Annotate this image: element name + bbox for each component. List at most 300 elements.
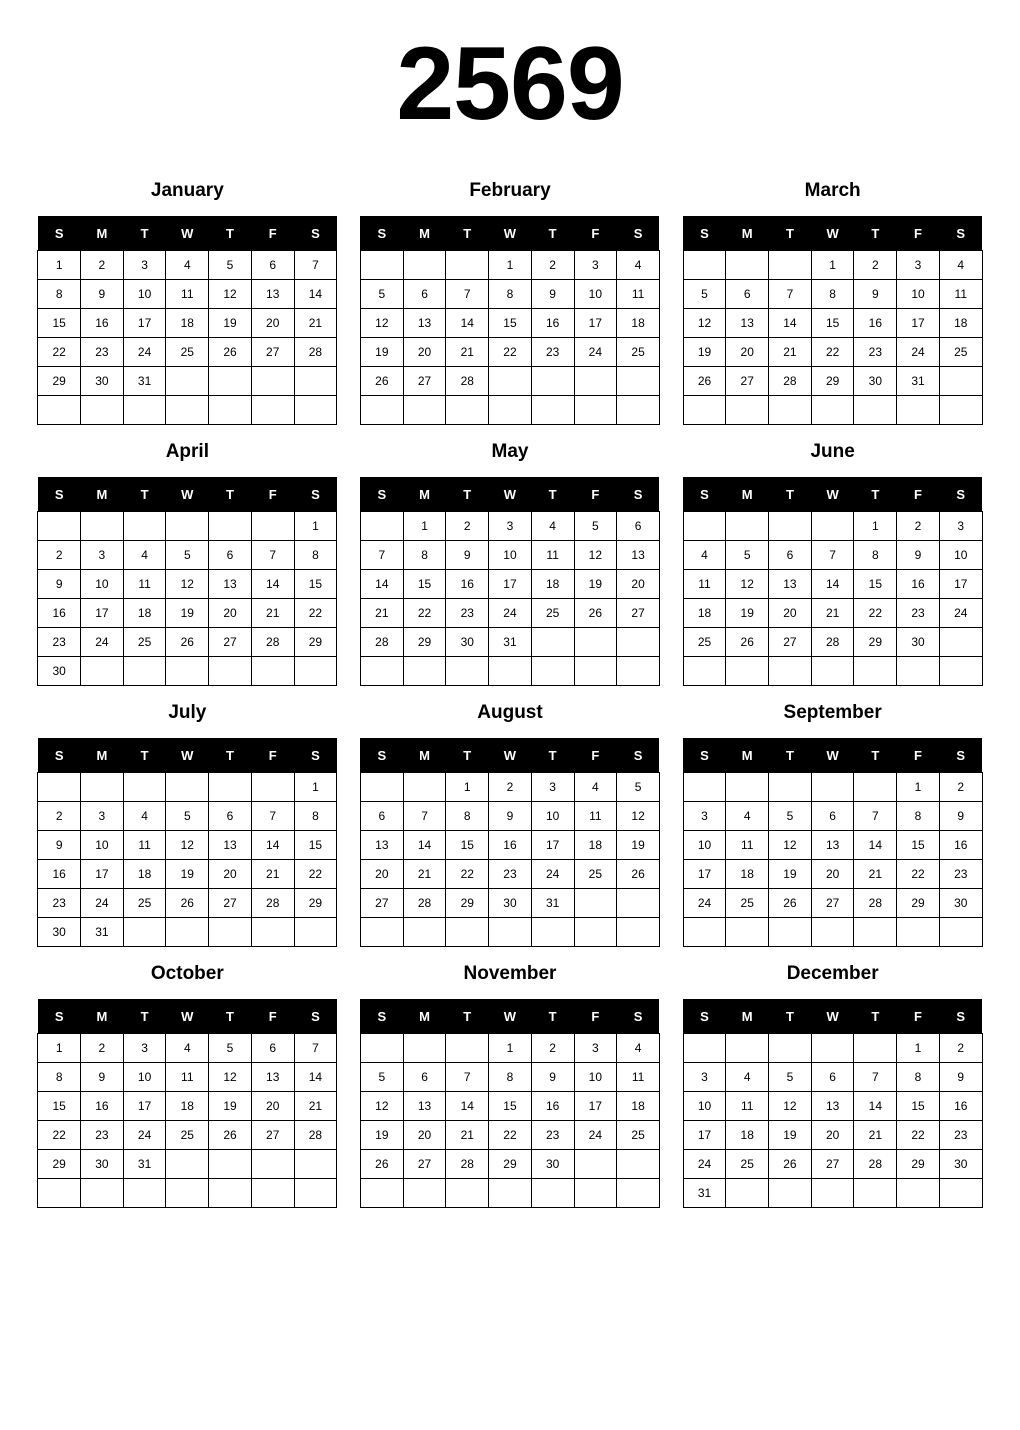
day-cell[interactable]: 23 <box>81 338 124 367</box>
day-cell[interactable]: 7 <box>811 541 854 570</box>
day-cell[interactable]: 19 <box>726 599 769 628</box>
day-cell[interactable]: 11 <box>726 831 769 860</box>
day-cell[interactable]: 1 <box>897 773 940 802</box>
day-cell[interactable]: 12 <box>617 802 660 831</box>
day-cell[interactable]: 29 <box>403 628 446 657</box>
day-cell[interactable]: 7 <box>446 280 489 309</box>
day-cell[interactable]: 31 <box>531 889 574 918</box>
day-cell[interactable]: 31 <box>123 367 166 396</box>
day-cell[interactable]: 20 <box>811 860 854 889</box>
day-cell[interactable]: 17 <box>897 309 940 338</box>
day-cell[interactable]: 8 <box>403 541 446 570</box>
day-cell[interactable]: 26 <box>209 338 252 367</box>
day-cell[interactable]: 26 <box>209 1121 252 1150</box>
day-cell[interactable]: 2 <box>897 512 940 541</box>
day-cell[interactable]: 21 <box>403 860 446 889</box>
day-cell[interactable]: 26 <box>683 367 726 396</box>
day-cell[interactable]: 8 <box>897 802 940 831</box>
day-cell[interactable]: 12 <box>726 570 769 599</box>
day-cell[interactable]: 1 <box>38 1034 81 1063</box>
day-cell[interactable]: 20 <box>251 309 294 338</box>
day-cell[interactable]: 20 <box>769 599 812 628</box>
day-cell[interactable]: 26 <box>769 1150 812 1179</box>
day-cell[interactable]: 4 <box>726 1063 769 1092</box>
day-cell[interactable]: 26 <box>360 1150 403 1179</box>
day-cell[interactable]: 6 <box>617 512 660 541</box>
day-cell[interactable]: 16 <box>939 1092 982 1121</box>
day-cell[interactable]: 6 <box>726 280 769 309</box>
day-cell[interactable]: 15 <box>897 831 940 860</box>
day-cell[interactable]: 16 <box>854 309 897 338</box>
day-cell[interactable]: 3 <box>489 512 532 541</box>
day-cell[interactable]: 30 <box>489 889 532 918</box>
day-cell[interactable]: 25 <box>683 628 726 657</box>
day-cell[interactable]: 22 <box>854 599 897 628</box>
day-cell[interactable]: 15 <box>489 1092 532 1121</box>
day-cell[interactable]: 15 <box>811 309 854 338</box>
day-cell[interactable]: 27 <box>726 367 769 396</box>
day-cell[interactable]: 29 <box>294 889 337 918</box>
day-cell[interactable]: 29 <box>811 367 854 396</box>
day-cell[interactable]: 2 <box>854 251 897 280</box>
day-cell[interactable]: 25 <box>617 338 660 367</box>
day-cell[interactable]: 17 <box>81 860 124 889</box>
day-cell[interactable]: 18 <box>123 599 166 628</box>
day-cell[interactable]: 28 <box>294 338 337 367</box>
day-cell[interactable]: 4 <box>123 802 166 831</box>
day-cell[interactable]: 30 <box>81 1150 124 1179</box>
day-cell[interactable]: 18 <box>726 1121 769 1150</box>
day-cell[interactable]: 30 <box>939 1150 982 1179</box>
day-cell[interactable]: 29 <box>38 367 81 396</box>
day-cell[interactable]: 18 <box>166 1092 209 1121</box>
day-cell[interactable]: 7 <box>769 280 812 309</box>
day-cell[interactable]: 3 <box>81 802 124 831</box>
day-cell[interactable]: 1 <box>38 251 81 280</box>
day-cell[interactable]: 30 <box>854 367 897 396</box>
day-cell[interactable]: 10 <box>683 831 726 860</box>
day-cell[interactable]: 3 <box>123 251 166 280</box>
day-cell[interactable]: 12 <box>360 1092 403 1121</box>
day-cell[interactable]: 21 <box>251 599 294 628</box>
day-cell[interactable]: 21 <box>811 599 854 628</box>
day-cell[interactable]: 25 <box>939 338 982 367</box>
day-cell[interactable]: 25 <box>531 599 574 628</box>
day-cell[interactable]: 5 <box>769 802 812 831</box>
day-cell[interactable]: 25 <box>123 889 166 918</box>
day-cell[interactable]: 9 <box>81 280 124 309</box>
day-cell[interactable]: 16 <box>531 1092 574 1121</box>
day-cell[interactable]: 30 <box>531 1150 574 1179</box>
day-cell[interactable]: 9 <box>38 570 81 599</box>
day-cell[interactable]: 11 <box>123 831 166 860</box>
day-cell[interactable]: 19 <box>769 860 812 889</box>
day-cell[interactable]: 16 <box>446 570 489 599</box>
day-cell[interactable]: 30 <box>81 367 124 396</box>
day-cell[interactable]: 13 <box>769 570 812 599</box>
day-cell[interactable]: 14 <box>294 1063 337 1092</box>
day-cell[interactable]: 23 <box>489 860 532 889</box>
day-cell[interactable]: 5 <box>209 251 252 280</box>
day-cell[interactable]: 25 <box>574 860 617 889</box>
day-cell[interactable]: 5 <box>209 1034 252 1063</box>
day-cell[interactable]: 1 <box>897 1034 940 1063</box>
day-cell[interactable]: 5 <box>769 1063 812 1092</box>
day-cell[interactable]: 10 <box>81 831 124 860</box>
day-cell[interactable]: 14 <box>446 309 489 338</box>
day-cell[interactable]: 8 <box>854 541 897 570</box>
day-cell[interactable]: 28 <box>811 628 854 657</box>
day-cell[interactable]: 13 <box>209 831 252 860</box>
day-cell[interactable]: 17 <box>123 1092 166 1121</box>
day-cell[interactable]: 17 <box>123 309 166 338</box>
day-cell[interactable]: 5 <box>166 541 209 570</box>
day-cell[interactable]: 22 <box>403 599 446 628</box>
day-cell[interactable]: 18 <box>617 309 660 338</box>
day-cell[interactable]: 8 <box>489 280 532 309</box>
day-cell[interactable]: 24 <box>489 599 532 628</box>
day-cell[interactable]: 4 <box>617 1034 660 1063</box>
day-cell[interactable]: 25 <box>726 1150 769 1179</box>
day-cell[interactable]: 19 <box>574 570 617 599</box>
day-cell[interactable]: 18 <box>123 860 166 889</box>
day-cell[interactable]: 14 <box>854 831 897 860</box>
day-cell[interactable]: 31 <box>897 367 940 396</box>
day-cell[interactable]: 9 <box>38 831 81 860</box>
day-cell[interactable]: 3 <box>897 251 940 280</box>
day-cell[interactable]: 16 <box>38 860 81 889</box>
day-cell[interactable]: 12 <box>769 1092 812 1121</box>
day-cell[interactable]: 24 <box>81 889 124 918</box>
day-cell[interactable]: 29 <box>854 628 897 657</box>
day-cell[interactable]: 20 <box>251 1092 294 1121</box>
day-cell[interactable]: 19 <box>209 1092 252 1121</box>
day-cell[interactable]: 12 <box>769 831 812 860</box>
day-cell[interactable]: 20 <box>209 860 252 889</box>
day-cell[interactable]: 6 <box>251 251 294 280</box>
day-cell[interactable]: 3 <box>81 541 124 570</box>
day-cell[interactable]: 11 <box>939 280 982 309</box>
day-cell[interactable]: 24 <box>574 338 617 367</box>
day-cell[interactable]: 14 <box>446 1092 489 1121</box>
day-cell[interactable]: 13 <box>726 309 769 338</box>
day-cell[interactable]: 27 <box>360 889 403 918</box>
day-cell[interactable]: 10 <box>683 1092 726 1121</box>
day-cell[interactable]: 4 <box>726 802 769 831</box>
day-cell[interactable]: 30 <box>939 889 982 918</box>
day-cell[interactable]: 27 <box>403 1150 446 1179</box>
day-cell[interactable]: 20 <box>360 860 403 889</box>
day-cell[interactable]: 2 <box>939 773 982 802</box>
day-cell[interactable]: 4 <box>166 1034 209 1063</box>
day-cell[interactable]: 6 <box>403 1063 446 1092</box>
day-cell[interactable]: 4 <box>123 541 166 570</box>
day-cell[interactable]: 11 <box>617 1063 660 1092</box>
day-cell[interactable]: 3 <box>683 802 726 831</box>
day-cell[interactable]: 18 <box>726 860 769 889</box>
day-cell[interactable]: 15 <box>489 309 532 338</box>
day-cell[interactable]: 22 <box>38 1121 81 1150</box>
day-cell[interactable]: 9 <box>446 541 489 570</box>
day-cell[interactable]: 2 <box>531 1034 574 1063</box>
day-cell[interactable]: 26 <box>769 889 812 918</box>
day-cell[interactable]: 25 <box>166 338 209 367</box>
day-cell[interactable]: 13 <box>360 831 403 860</box>
day-cell[interactable]: 12 <box>166 831 209 860</box>
day-cell[interactable]: 14 <box>251 831 294 860</box>
day-cell[interactable]: 1 <box>854 512 897 541</box>
day-cell[interactable]: 19 <box>617 831 660 860</box>
day-cell[interactable]: 20 <box>209 599 252 628</box>
day-cell[interactable]: 8 <box>294 541 337 570</box>
day-cell[interactable]: 28 <box>446 367 489 396</box>
day-cell[interactable]: 1 <box>489 251 532 280</box>
day-cell[interactable]: 5 <box>683 280 726 309</box>
day-cell[interactable]: 12 <box>360 309 403 338</box>
day-cell[interactable]: 7 <box>446 1063 489 1092</box>
day-cell[interactable]: 22 <box>811 338 854 367</box>
day-cell[interactable]: 5 <box>574 512 617 541</box>
day-cell[interactable]: 23 <box>531 1121 574 1150</box>
day-cell[interactable]: 29 <box>294 628 337 657</box>
day-cell[interactable]: 16 <box>81 1092 124 1121</box>
day-cell[interactable]: 29 <box>897 889 940 918</box>
day-cell[interactable]: 18 <box>574 831 617 860</box>
day-cell[interactable]: 19 <box>683 338 726 367</box>
day-cell[interactable]: 3 <box>531 773 574 802</box>
day-cell[interactable]: 15 <box>38 1092 81 1121</box>
day-cell[interactable]: 23 <box>446 599 489 628</box>
day-cell[interactable]: 6 <box>209 802 252 831</box>
day-cell[interactable]: 23 <box>939 1121 982 1150</box>
day-cell[interactable]: 26 <box>360 367 403 396</box>
day-cell[interactable]: 13 <box>403 1092 446 1121</box>
day-cell[interactable]: 17 <box>939 570 982 599</box>
day-cell[interactable]: 14 <box>403 831 446 860</box>
day-cell[interactable]: 22 <box>897 860 940 889</box>
day-cell[interactable]: 17 <box>683 860 726 889</box>
day-cell[interactable]: 4 <box>166 251 209 280</box>
day-cell[interactable]: 10 <box>123 280 166 309</box>
day-cell[interactable]: 5 <box>360 280 403 309</box>
day-cell[interactable]: 23 <box>38 889 81 918</box>
day-cell[interactable]: 9 <box>489 802 532 831</box>
day-cell[interactable]: 21 <box>294 1092 337 1121</box>
day-cell[interactable]: 12 <box>683 309 726 338</box>
day-cell[interactable]: 2 <box>446 512 489 541</box>
day-cell[interactable]: 23 <box>854 338 897 367</box>
day-cell[interactable]: 21 <box>294 309 337 338</box>
day-cell[interactable]: 23 <box>897 599 940 628</box>
day-cell[interactable]: 22 <box>897 1121 940 1150</box>
day-cell[interactable]: 1 <box>811 251 854 280</box>
day-cell[interactable]: 27 <box>251 1121 294 1150</box>
day-cell[interactable]: 28 <box>854 1150 897 1179</box>
day-cell[interactable]: 23 <box>81 1121 124 1150</box>
day-cell[interactable]: 16 <box>531 309 574 338</box>
day-cell[interactable]: 3 <box>683 1063 726 1092</box>
day-cell[interactable]: 21 <box>446 1121 489 1150</box>
day-cell[interactable]: 15 <box>854 570 897 599</box>
day-cell[interactable]: 23 <box>38 628 81 657</box>
day-cell[interactable]: 6 <box>209 541 252 570</box>
day-cell[interactable]: 2 <box>81 1034 124 1063</box>
day-cell[interactable]: 26 <box>726 628 769 657</box>
day-cell[interactable]: 22 <box>294 860 337 889</box>
day-cell[interactable]: 20 <box>617 570 660 599</box>
day-cell[interactable]: 14 <box>854 1092 897 1121</box>
day-cell[interactable]: 7 <box>360 541 403 570</box>
day-cell[interactable]: 30 <box>446 628 489 657</box>
day-cell[interactable]: 20 <box>403 338 446 367</box>
day-cell[interactable]: 10 <box>939 541 982 570</box>
day-cell[interactable]: 24 <box>683 1150 726 1179</box>
day-cell[interactable]: 28 <box>403 889 446 918</box>
day-cell[interactable]: 12 <box>574 541 617 570</box>
day-cell[interactable]: 20 <box>403 1121 446 1150</box>
day-cell[interactable]: 8 <box>897 1063 940 1092</box>
day-cell[interactable]: 9 <box>939 802 982 831</box>
day-cell[interactable]: 16 <box>489 831 532 860</box>
day-cell[interactable]: 16 <box>939 831 982 860</box>
day-cell[interactable]: 31 <box>81 918 124 947</box>
day-cell[interactable]: 30 <box>38 657 81 686</box>
day-cell[interactable]: 6 <box>811 1063 854 1092</box>
day-cell[interactable]: 11 <box>726 1092 769 1121</box>
day-cell[interactable]: 14 <box>360 570 403 599</box>
day-cell[interactable]: 13 <box>617 541 660 570</box>
day-cell[interactable]: 2 <box>81 251 124 280</box>
day-cell[interactable]: 3 <box>123 1034 166 1063</box>
day-cell[interactable]: 15 <box>294 831 337 860</box>
day-cell[interactable]: 19 <box>769 1121 812 1150</box>
day-cell[interactable]: 15 <box>294 570 337 599</box>
day-cell[interactable]: 7 <box>294 251 337 280</box>
day-cell[interactable]: 28 <box>854 889 897 918</box>
day-cell[interactable]: 11 <box>574 802 617 831</box>
day-cell[interactable]: 16 <box>897 570 940 599</box>
day-cell[interactable]: 27 <box>403 367 446 396</box>
day-cell[interactable]: 27 <box>769 628 812 657</box>
day-cell[interactable]: 13 <box>403 309 446 338</box>
day-cell[interactable]: 18 <box>939 309 982 338</box>
day-cell[interactable]: 15 <box>897 1092 940 1121</box>
day-cell[interactable]: 24 <box>531 860 574 889</box>
day-cell[interactable]: 21 <box>360 599 403 628</box>
day-cell[interactable]: 19 <box>209 309 252 338</box>
day-cell[interactable]: 25 <box>617 1121 660 1150</box>
day-cell[interactable]: 5 <box>166 802 209 831</box>
day-cell[interactable]: 17 <box>531 831 574 860</box>
day-cell[interactable]: 30 <box>38 918 81 947</box>
day-cell[interactable]: 31 <box>489 628 532 657</box>
day-cell[interactable]: 26 <box>166 889 209 918</box>
day-cell[interactable]: 23 <box>939 860 982 889</box>
day-cell[interactable]: 8 <box>38 1063 81 1092</box>
day-cell[interactable]: 26 <box>617 860 660 889</box>
day-cell[interactable]: 22 <box>38 338 81 367</box>
day-cell[interactable]: 1 <box>446 773 489 802</box>
day-cell[interactable]: 27 <box>209 628 252 657</box>
day-cell[interactable]: 31 <box>123 1150 166 1179</box>
day-cell[interactable]: 8 <box>38 280 81 309</box>
day-cell[interactable]: 27 <box>811 1150 854 1179</box>
day-cell[interactable]: 22 <box>489 338 532 367</box>
day-cell[interactable]: 22 <box>446 860 489 889</box>
day-cell[interactable]: 13 <box>209 570 252 599</box>
day-cell[interactable]: 21 <box>446 338 489 367</box>
day-cell[interactable]: 28 <box>360 628 403 657</box>
day-cell[interactable]: 28 <box>251 628 294 657</box>
day-cell[interactable]: 4 <box>939 251 982 280</box>
day-cell[interactable]: 16 <box>38 599 81 628</box>
day-cell[interactable]: 13 <box>811 1092 854 1121</box>
day-cell[interactable]: 14 <box>811 570 854 599</box>
day-cell[interactable]: 3 <box>574 251 617 280</box>
day-cell[interactable]: 29 <box>446 889 489 918</box>
day-cell[interactable]: 1 <box>294 512 337 541</box>
day-cell[interactable]: 19 <box>360 1121 403 1150</box>
day-cell[interactable]: 22 <box>489 1121 532 1150</box>
day-cell[interactable]: 4 <box>617 251 660 280</box>
day-cell[interactable]: 10 <box>489 541 532 570</box>
day-cell[interactable]: 8 <box>294 802 337 831</box>
day-cell[interactable]: 7 <box>854 1063 897 1092</box>
day-cell[interactable]: 1 <box>294 773 337 802</box>
day-cell[interactable]: 3 <box>574 1034 617 1063</box>
day-cell[interactable]: 24 <box>123 338 166 367</box>
day-cell[interactable]: 3 <box>939 512 982 541</box>
day-cell[interactable]: 29 <box>38 1150 81 1179</box>
day-cell[interactable]: 28 <box>251 889 294 918</box>
day-cell[interactable]: 7 <box>251 802 294 831</box>
day-cell[interactable]: 26 <box>574 599 617 628</box>
day-cell[interactable]: 11 <box>166 280 209 309</box>
day-cell[interactable]: 18 <box>531 570 574 599</box>
day-cell[interactable]: 27 <box>251 338 294 367</box>
day-cell[interactable]: 28 <box>294 1121 337 1150</box>
day-cell[interactable]: 5 <box>617 773 660 802</box>
day-cell[interactable]: 9 <box>531 280 574 309</box>
day-cell[interactable]: 11 <box>166 1063 209 1092</box>
day-cell[interactable]: 28 <box>769 367 812 396</box>
day-cell[interactable]: 6 <box>811 802 854 831</box>
day-cell[interactable]: 8 <box>446 802 489 831</box>
day-cell[interactable]: 19 <box>166 860 209 889</box>
day-cell[interactable]: 2 <box>38 802 81 831</box>
day-cell[interactable]: 24 <box>939 599 982 628</box>
day-cell[interactable]: 13 <box>811 831 854 860</box>
day-cell[interactable]: 9 <box>531 1063 574 1092</box>
day-cell[interactable]: 27 <box>209 889 252 918</box>
day-cell[interactable]: 11 <box>123 570 166 599</box>
day-cell[interactable]: 25 <box>123 628 166 657</box>
day-cell[interactable]: 10 <box>81 570 124 599</box>
day-cell[interactable]: 15 <box>403 570 446 599</box>
day-cell[interactable]: 25 <box>166 1121 209 1150</box>
day-cell[interactable]: 20 <box>726 338 769 367</box>
day-cell[interactable]: 1 <box>403 512 446 541</box>
day-cell[interactable]: 29 <box>489 1150 532 1179</box>
day-cell[interactable]: 10 <box>531 802 574 831</box>
day-cell[interactable]: 22 <box>294 599 337 628</box>
day-cell[interactable]: 10 <box>897 280 940 309</box>
day-cell[interactable]: 24 <box>123 1121 166 1150</box>
day-cell[interactable]: 17 <box>81 599 124 628</box>
day-cell[interactable]: 2 <box>939 1034 982 1063</box>
day-cell[interactable]: 9 <box>897 541 940 570</box>
day-cell[interactable]: 24 <box>574 1121 617 1150</box>
